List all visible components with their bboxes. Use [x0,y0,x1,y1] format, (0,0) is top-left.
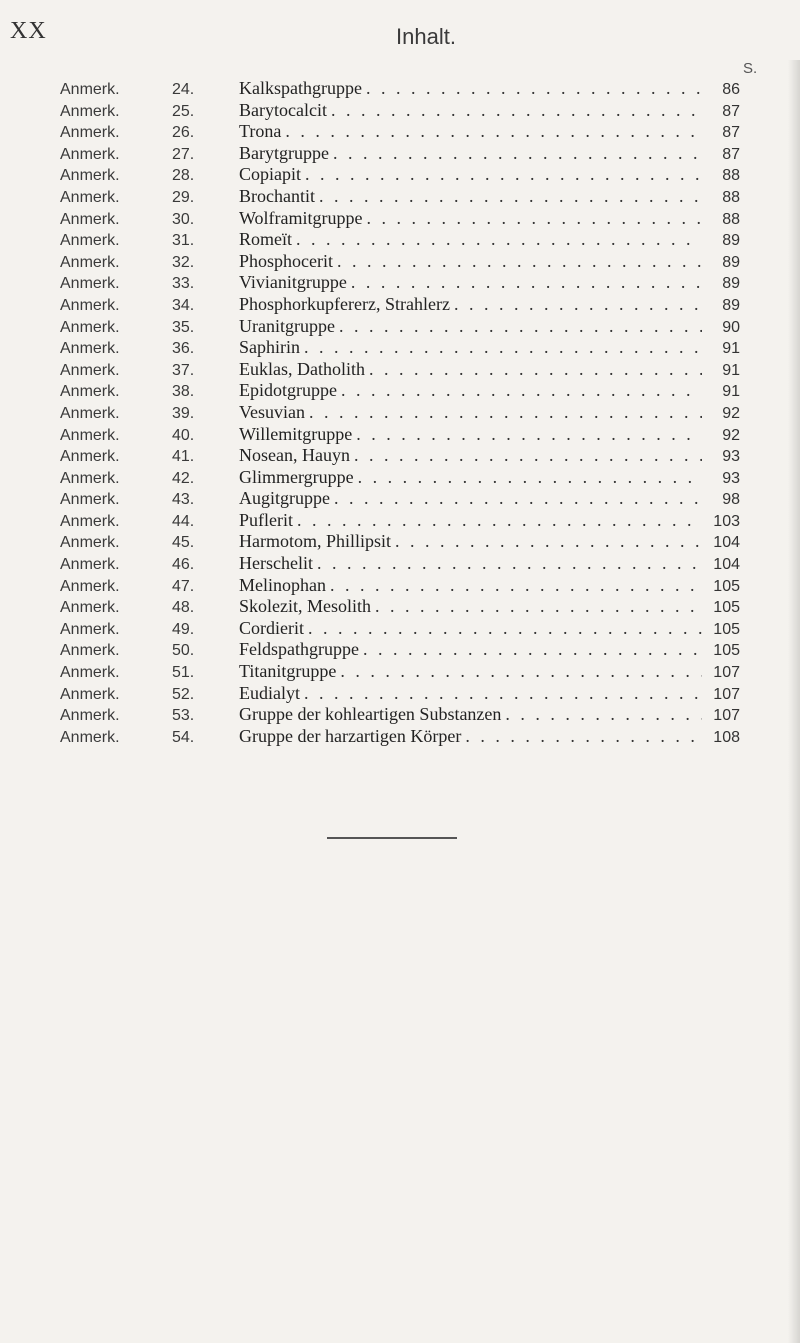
toc-entry [60,164,740,186]
entry-page-number: 107 [713,664,740,682]
entry-prefix: Anmerk. [60,124,120,142]
toc-entry [60,100,740,122]
entry-number: 46. [172,556,195,574]
entry-number: 52. [172,685,195,703]
entry-page-number: 88 [722,210,740,228]
toc-entry [60,704,740,726]
toc-entry [60,121,740,143]
page-column-marker: S. [743,60,758,77]
entry-prefix: Anmerk. [60,577,120,595]
entry-number: 43. [172,491,195,509]
entry-title: Kalkspathgruppe [239,78,362,98]
entry-page-number: 87 [722,145,740,163]
entry-number: 25. [172,102,195,120]
entry-page-number: 107 [713,707,740,725]
entry-number: 49. [172,620,195,638]
entry-page-number: 87 [722,124,740,142]
entry-page-number: 107 [713,685,740,703]
entry-prefix: Anmerk. [60,556,120,574]
entry-page-number: 105 [713,577,740,595]
entry-number: 42. [172,469,195,487]
toc-entry [60,229,740,251]
page-header [0,14,800,54]
entry-page-number: 98 [722,491,740,509]
dot-leader [371,596,702,618]
toc-entry [60,726,740,748]
entry-number: 33. [172,275,195,293]
dot-leader [305,402,702,424]
dot-leader [347,272,702,294]
entry-title: Phosphocerit [239,250,333,271]
toc-entry [60,294,740,316]
entry-prefix: Anmerk. [60,318,120,336]
section-divider [327,837,457,839]
entry-title: Melinophan [239,574,326,595]
entry-page-number: 91 [722,340,740,358]
toc-entry [60,683,740,705]
entry-number: 36. [172,340,195,358]
toc-entry [60,639,740,661]
entry-title: Willemitgruppe [239,423,353,444]
dot-leader [450,294,702,316]
toc-entry [60,143,740,165]
entry-number: 37. [172,361,195,379]
entry-page-number: 93 [722,448,740,466]
entry-title: Brochantit [239,185,315,206]
toc-entry [60,272,740,294]
page-number: XX [10,18,47,44]
dot-leader [301,164,702,186]
dot-leader [359,639,702,661]
toc-entry [60,467,740,489]
toc-entry [60,316,740,338]
toc-entry [60,575,740,597]
dot-leader [326,575,702,597]
entry-prefix: Anmerk. [60,383,120,401]
entry-prefix: Anmerk. [60,620,120,638]
entry-number: 24. [172,81,195,98]
entry-page-number: 89 [722,232,740,250]
entry-number: 38. [172,383,195,401]
entry-prefix: Anmerk. [60,707,120,725]
entry-page-number: 91 [722,383,740,401]
running-title: Inhalt. [396,24,456,49]
entry-title: Feldspathgruppe [239,639,359,660]
toc-entry [60,186,740,208]
entry-page-number: 104 [713,534,740,552]
dot-leader [300,337,702,359]
toc-entry [60,445,740,467]
entry-title: Gruppe der kohleartigen Substanzen [239,704,502,725]
toc-entry [60,596,740,618]
entry-page-number: 89 [722,275,740,293]
entry-prefix: Anmerk. [60,102,120,120]
entry-prefix: Anmerk. [60,448,120,466]
entry-prefix: Anmerk. [60,361,120,379]
entry-title: Vesuvian [239,401,305,422]
entry-page-number: 103 [713,512,740,530]
entry-title: Augitgruppe [239,488,330,509]
entry-prefix: Anmerk. [60,728,120,746]
entry-title: Skolezit, Mesolith [239,596,371,617]
entry-page-number: 90 [722,318,740,336]
entry-prefix: Anmerk. [60,145,120,163]
entry-title: Glimmergruppe [239,466,354,487]
entry-page-number: 89 [722,296,740,314]
entry-number: 48. [172,599,195,617]
entry-number: 29. [172,188,195,206]
entry-title: Vivianitgruppe [239,272,347,293]
dot-leader [313,553,702,575]
entry-page-number: 91 [722,361,740,379]
toc-entry [60,488,740,510]
page-edge-shadow [788,60,800,1343]
entry-prefix: Anmerk. [60,664,120,682]
entry-prefix: Anmerk. [60,404,120,422]
entry-title: Gruppe der harzartigen Körper [239,725,462,746]
entry-number: 31. [172,232,195,250]
entry-title: Romeït [239,229,292,250]
dot-leader [300,683,702,705]
entry-title: Cordierit [239,617,304,638]
toc-entry [60,424,740,446]
toc-entry [60,553,740,575]
entry-number: 30. [172,210,195,228]
dot-leader [363,208,702,230]
dot-leader [362,78,702,100]
entry-title: Wolframitgruppe [239,207,363,228]
toc-entry [60,380,740,402]
entry-title: Nosean, Hauyn [239,445,350,466]
entry-number: 44. [172,512,195,530]
entry-title: Barytgruppe [239,142,329,163]
dot-leader [365,359,702,381]
dot-leader [292,229,702,251]
entry-prefix: Anmerk. [60,188,120,206]
entry-title: Barytocalcit [239,99,327,120]
entry-prefix: Anmerk. [60,232,120,250]
entry-number: 40. [172,426,195,444]
dot-leader [327,100,702,122]
dot-leader [354,467,702,489]
entry-number: 34. [172,296,195,314]
entry-prefix: Anmerk. [60,426,120,444]
entry-prefix: Anmerk. [60,534,120,552]
entry-title: Harmotom, Phillipsit [239,531,392,552]
toc-entry [60,510,740,532]
entry-number: 51. [172,664,195,682]
entry-number: 35. [172,318,195,336]
entry-prefix: Anmerk. [60,210,120,228]
entry-prefix: Anmerk. [60,469,120,487]
dot-leader [461,726,702,748]
entry-number: 32. [172,253,195,271]
entry-number: 45. [172,534,195,552]
entry-page-number: 88 [722,167,740,185]
toc-entry [60,78,740,100]
entry-page-number: 105 [713,620,740,638]
entry-number: 27. [172,145,195,163]
table-of-contents [60,78,740,747]
entry-title: Titanitgruppe [239,661,337,682]
entry-prefix: Anmerk. [60,296,120,314]
toc-entry [60,337,740,359]
entry-prefix: Anmerk. [60,642,120,660]
entry-page-number: 89 [722,253,740,271]
dot-leader [335,316,702,338]
toc-entry [60,618,740,640]
entry-prefix: Anmerk. [60,491,120,509]
entry-prefix: Anmerk. [60,512,120,530]
entry-page-number: 104 [713,556,740,574]
entry-number: 53. [172,707,195,725]
toc-entry [60,251,740,273]
entry-title: Puflerit [239,509,293,530]
toc-entry [60,359,740,381]
entry-prefix: Anmerk. [60,275,120,293]
dot-leader [330,488,702,510]
dot-leader [391,531,702,553]
entry-number: 41. [172,448,195,466]
entry-title: Uranitgruppe [239,315,335,336]
entry-prefix: Anmerk. [60,253,120,271]
entry-title: Euklas, Datholith [239,358,365,379]
entry-title: Epidotgruppe [239,380,337,401]
entry-title: Trona [239,121,282,142]
entry-page-number: 92 [722,404,740,422]
entry-number: 28. [172,167,195,185]
entry-number: 50. [172,642,195,660]
entry-page-number: 108 [713,728,740,746]
entry-prefix: Anmerk. [60,685,120,703]
entry-page-number: 92 [722,426,740,444]
entry-prefix: Anmerk. [60,167,120,185]
toc-entry [60,402,740,424]
dot-leader [333,251,702,273]
entry-title: Saphirin [239,337,300,358]
entry-title: Eudialyt [239,682,300,703]
entry-title: Phosphorkupfererz, Strahlerz [239,293,450,314]
entry-prefix: Anmerk. [60,81,120,98]
entry-number: 39. [172,404,195,422]
entry-page-number: 88 [722,188,740,206]
entry-number: 26. [172,124,195,142]
entry-prefix: Anmerk. [60,599,120,617]
entry-page-number: 105 [713,642,740,660]
entry-page-number: 87 [722,102,740,120]
entry-number: 47. [172,577,195,595]
entry-page-number: 86 [722,81,740,98]
entry-number: 54. [172,728,195,746]
dot-leader [315,186,702,208]
entry-title: Copiapit [239,164,301,185]
dot-leader [337,380,702,402]
dot-leader [304,618,702,640]
entry-page-number: 93 [722,469,740,487]
entry-page-number: 105 [713,599,740,617]
entry-title: Herschelit [239,553,313,574]
dot-leader [352,424,702,446]
dot-leader [350,445,702,467]
dot-leader [281,121,702,143]
dot-leader [293,510,702,532]
toc-entry [60,531,740,553]
dot-leader [501,704,702,726]
toc-entry [60,208,740,230]
entry-prefix: Anmerk. [60,340,120,358]
dot-leader [329,143,702,165]
dot-leader [336,661,702,683]
toc-entry [60,661,740,683]
